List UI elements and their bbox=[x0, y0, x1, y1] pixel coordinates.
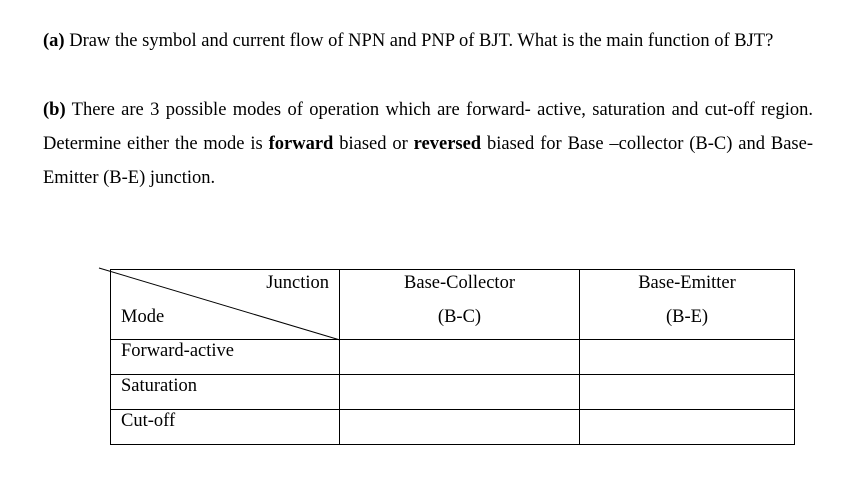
corner-label-junction: Junction bbox=[266, 273, 329, 293]
question-b-text-1: There are 3 possible modes of operation which are forward- active, saturation and cut-off region. Determine either the mode is bbox=[43, 100, 813, 154]
answer-cell-bc-cut-off bbox=[340, 410, 580, 445]
question-a-text: Draw the symbol and current flow of NPN and PNP of BJT. What is the main function of BJT? bbox=[64, 31, 774, 51]
table-row bbox=[111, 410, 795, 445]
answer-cell-bc-saturation bbox=[340, 375, 580, 410]
question-a bbox=[43, 24, 813, 58]
question-b-bold-forward: forward bbox=[268, 134, 334, 154]
table-corner-cell bbox=[111, 270, 340, 340]
answer-cell-be-cut-off bbox=[580, 410, 795, 445]
question-b-text-3: biased for Base –collector (B-C) and Base- Emitter (B-E) junction. bbox=[43, 134, 813, 188]
column-header-base-collector bbox=[340, 270, 580, 340]
column-header-line2: (B-C) bbox=[437, 307, 482, 327]
column-header-line2: (B-E) bbox=[665, 307, 709, 327]
table-row bbox=[111, 340, 795, 375]
question-b-bold-reversed: reversed bbox=[413, 134, 482, 154]
question-a-label: (a) bbox=[43, 31, 65, 51]
row-label-cut-off: Cut-off bbox=[111, 410, 340, 445]
question-b-label: (b) bbox=[43, 100, 66, 120]
table-header-row bbox=[111, 270, 795, 340]
mode-table bbox=[110, 269, 795, 445]
row-label-forward-active: Forward-active bbox=[111, 340, 340, 375]
corner-label-mode: Mode bbox=[121, 307, 165, 327]
answer-cell-bc-forward-active bbox=[340, 340, 580, 375]
question-b bbox=[43, 93, 813, 195]
column-header-line1: Base-Collector bbox=[404, 273, 515, 293]
row-label-saturation: Saturation bbox=[111, 375, 340, 410]
answer-cell-be-forward-active bbox=[580, 340, 795, 375]
answer-cell-be-saturation bbox=[580, 375, 795, 410]
column-header-base-emitter bbox=[580, 270, 795, 340]
column-header-line1: Base-Emitter bbox=[638, 273, 736, 293]
question-b-text-2: biased or bbox=[333, 134, 414, 154]
table-row bbox=[111, 375, 795, 410]
